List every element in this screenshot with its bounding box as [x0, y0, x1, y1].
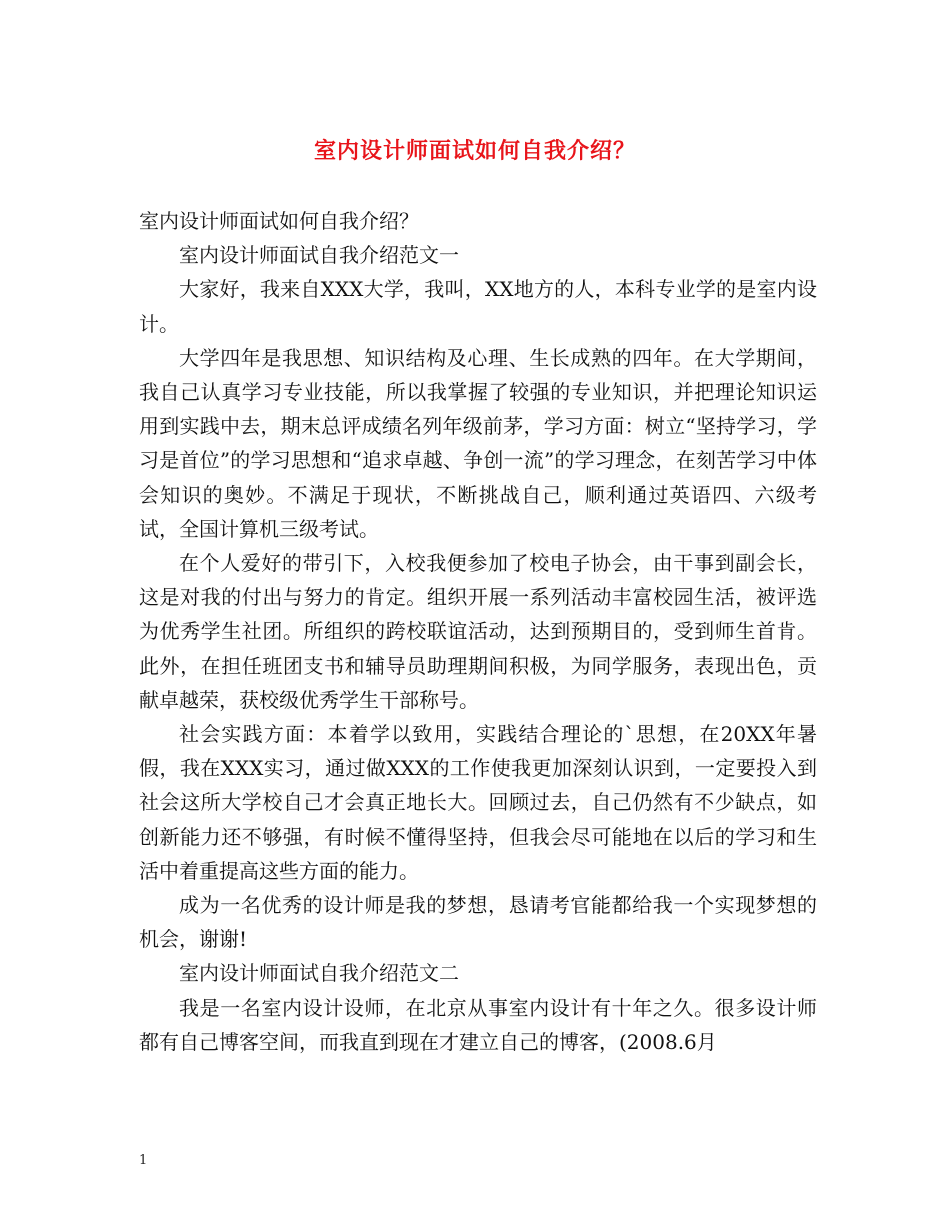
paragraph: 大家好，我来自XXX大学，我叫，XX地方的人，本科专业学的是室内设计。 — [139, 277, 817, 336]
paragraph: 成为一名优秀的设计师是我的梦想，恳请考官能都给我一个实现梦想的机会，谢谢! — [139, 893, 817, 952]
paragraph: 社会实践方面：本着学以致用，实践结合理论的`思想，在20XX年暑假，我在XXX实习，通过做XXX的工作使我更加深刻认识到，一定要投入到社会这所大学校自己才会真正地长大。回顾过去，自己仍然有不少缺点，如创新能力还不够强，有时候不懂得坚持，但我会尽可能地在以后的学习和生活中着重提高这些方面的能力。 — [139, 722, 817, 883]
paragraph: 大学四年是我思想、知识结构及心理、生长成熟的四年。在大学期间，我自己认真学习专业技能，所以我掌握了较强的专业知识，并把理论知识运用到实践中去，期末总评成绩名列年级前茅，学习方面：树立“坚持学习，学习是首位”的学习思想和“追求卓越、争创一流”的学习理念，在刻苦学习中体会知识的奥妙。不满足于现状，不断挑战自己，顺利通过英语四、六级考试，全国计算机三级考试。 — [139, 345, 817, 541]
paragraph: 我是一名室内设计设师，在北京从事室内设计有十年之久。很多设计师都有自己博客空间，而我直到现在才建立自己的博客，(2008.6月 — [139, 995, 817, 1054]
paragraph: 室内设计师面试自我介绍范文二 — [179, 961, 459, 986]
page-number: 1 — [139, 1153, 148, 1168]
paragraph: 室内设计师面试自我介绍范文一 — [179, 243, 459, 268]
paragraph: 室内设计师面试如何自我介绍？ — [139, 209, 419, 233]
paragraph: 在个人爱好的带引下，入校我便参加了校电子协会，由干事到副会长，这是对我的付出与努力的肯定。组织开展一系列活动丰富校园生活，被评选为优秀学生社团。所组织的跨校联谊活动，达到预期目的，受到师生首肯。此外，在担任班团支书和辅导员助理期间积极，为同学服务，表现出色，贡献卓越荣，获校级优秀学生干部称号。 — [139, 551, 817, 712]
document-title: 室内设计师面试如何自我介绍？ — [313, 138, 636, 164]
document-body — [139, 204, 817, 1059]
